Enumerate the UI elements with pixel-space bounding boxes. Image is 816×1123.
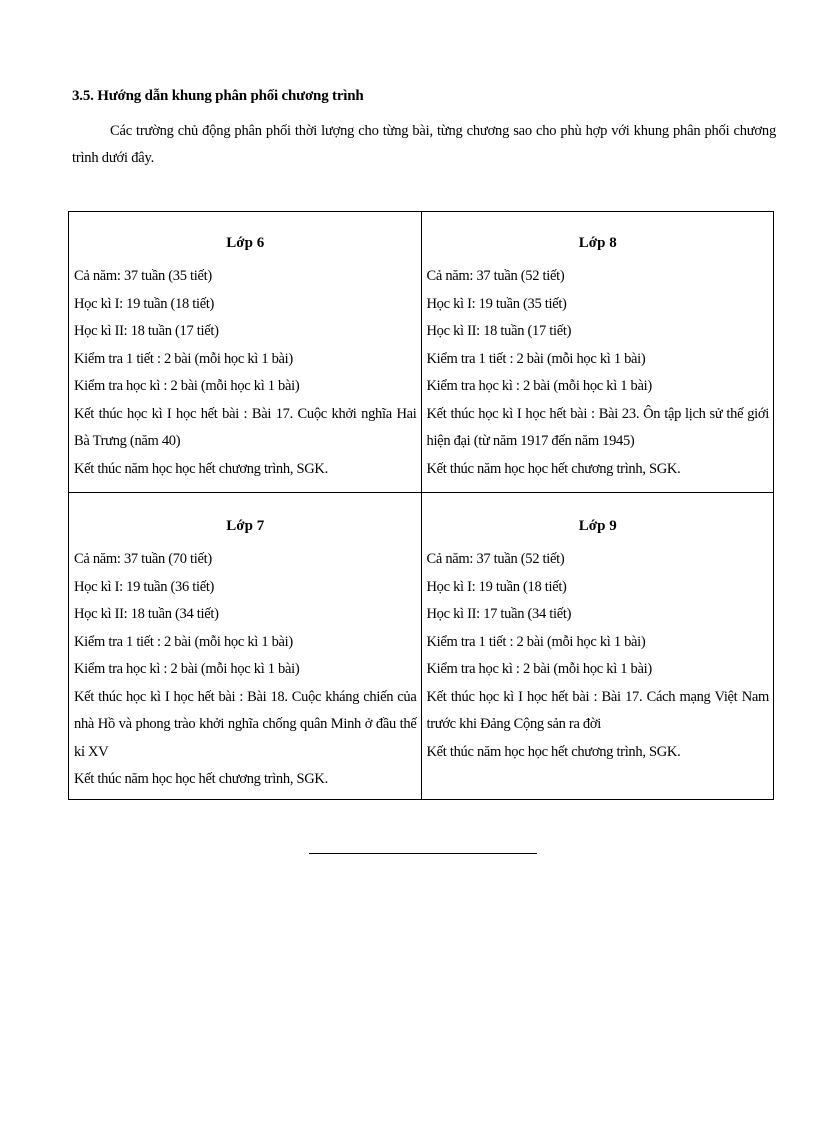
- end-of-term1-lesson: Kết thúc học kì I học hết bài : Bài 17. Cuộc khởi nghĩa Hai Bà Trưng (năm 40): [74, 405, 417, 449]
- intro-paragraph: Các trường chủ động phân phối thời lượng cho từng bài, từng chương sao cho phù hợp với khung phân phối chương trình dưới đây.: [72, 123, 776, 166]
- end-of-term1-lesson: Kết thúc học kì I học hết bài : Bài 17. Cách mạng Việt Nam trước khi Đảng Cộng sản ra đời: [426, 688, 769, 732]
- one-period-tests: Kiểm tra 1 tiết : 2 bài (mỗi học kì 1 bài): [74, 350, 293, 367]
- term2-duration: Học kì II: 17 tuần (34 tiết): [426, 606, 572, 622]
- end-of-term1-lesson: Kết thúc học kì I học hết bài : Bài 23. Ôn tập lịch sử thế giới hiện đại (từ năm 1917 đến năm 1945): [426, 405, 769, 449]
- end-divider-line: [309, 853, 537, 854]
- grade-cell-lop-9: [421, 493, 774, 800]
- term-exams: Kiểm tra học kì : 2 bài (mỗi học kì 1 bài): [426, 378, 652, 394]
- end-of-year-note: Kết thúc năm học học hết chương trình, SGK.: [426, 743, 681, 760]
- term1-duration: Học kì I: 19 tuần (36 tiết): [74, 578, 215, 595]
- table-row: [69, 493, 774, 800]
- year-duration: Cả năm: 37 tuần (52 tiết): [426, 268, 565, 284]
- end-of-year-note: Kết thúc năm học học hết chương trình, SGK.: [426, 460, 681, 477]
- end-of-year-note: Kết thúc năm học học hết chương trình, SGK.: [74, 771, 328, 787]
- one-period-tests: Kiểm tra 1 tiết : 2 bài (mỗi học kì 1 bài): [426, 633, 646, 650]
- year-duration: Cả năm: 37 tuần (35 tiết): [74, 268, 212, 284]
- grade-cell-lop-8: [421, 212, 774, 493]
- end-of-year-note: Kết thúc năm học học hết chương trình, SGK.: [74, 460, 328, 477]
- grade-title: Lớp 8: [578, 235, 617, 251]
- term2-duration: Học kì II: 18 tuần (17 tiết): [74, 323, 219, 339]
- grade-title: Lớp 9: [578, 518, 617, 534]
- year-duration: Cả năm: 37 tuần (52 tiết): [426, 551, 565, 567]
- term2-duration: Học kì II: 18 tuần (17 tiết): [426, 323, 572, 339]
- term-exams: Kiểm tra học kì : 2 bài (mỗi học kì 1 bài): [74, 661, 300, 677]
- grade-cell-lop-7: [69, 493, 422, 800]
- one-period-tests: Kiểm tra 1 tiết : 2 bài (mỗi học kì 1 bài): [74, 633, 293, 650]
- grade-title: Lớp 7: [226, 518, 265, 534]
- section-heading: 3.5. Hướng dẫn khung phân phối chương trình: [72, 88, 364, 104]
- term1-duration: Học kì I: 19 tuần (18 tiết): [74, 295, 215, 312]
- curriculum-table: [68, 211, 774, 800]
- term1-duration: Học kì I: 19 tuần (18 tiết): [426, 578, 567, 595]
- year-duration: Cả năm: 37 tuần (70 tiết): [74, 551, 212, 567]
- term-exams: Kiểm tra học kì : 2 bài (mỗi học kì 1 bài): [426, 661, 652, 677]
- one-period-tests: Kiểm tra 1 tiết : 2 bài (mỗi học kì 1 bài): [426, 350, 646, 367]
- term2-duration: Học kì II: 18 tuần (34 tiết): [74, 606, 219, 622]
- grade-cell-lop-6: [69, 212, 422, 493]
- grade-title: Lớp 6: [226, 235, 265, 251]
- term-exams: Kiểm tra học kì : 2 bài (mỗi học kì 1 bài): [74, 378, 300, 394]
- term1-duration: Học kì I: 19 tuần (35 tiết): [426, 295, 567, 312]
- end-of-term1-lesson: Kết thúc học kì I học hết bài : Bài 18. Cuộc kháng chiến của nhà Hồ và phong trào khởi nghĩa chống quân Minh ở đầu thế kỉ XV: [74, 688, 417, 760]
- table-row: [69, 212, 774, 493]
